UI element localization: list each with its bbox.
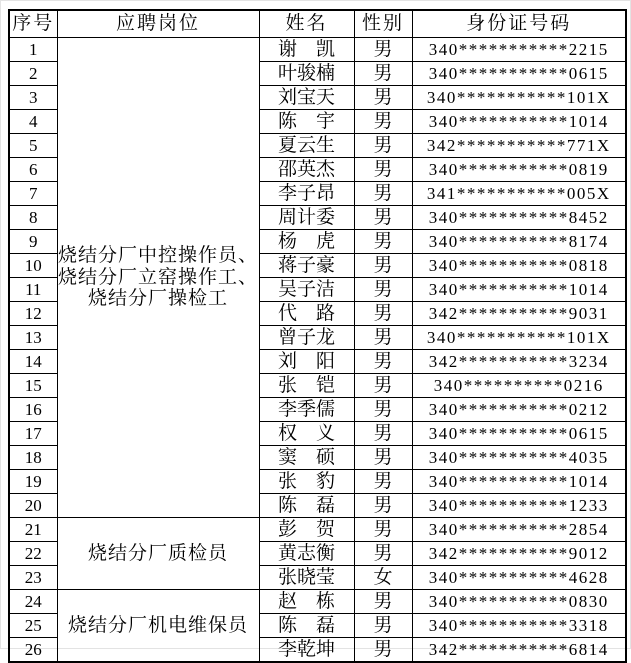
row-number-cell: 5 — [9, 134, 57, 158]
gender-cell: 男 — [354, 446, 412, 470]
id-number-cell: 340***********2854 — [412, 518, 626, 542]
name-cell: 张 铠 — [259, 374, 354, 398]
gender-cell: 男 — [354, 110, 412, 134]
name-cell: 蒋子豪 — [259, 254, 354, 278]
gender-cell: 男 — [354, 614, 412, 638]
header-serial-number: 序号 — [9, 10, 57, 38]
gender-cell: 男 — [354, 278, 412, 302]
row-number-cell: 7 — [9, 182, 57, 206]
name-cell: 杨 虎 — [259, 230, 354, 254]
gender-cell: 男 — [354, 158, 412, 182]
table-row — [9, 518, 626, 542]
gender-cell: 男 — [354, 134, 412, 158]
row-number-cell: 26 — [9, 638, 57, 663]
gender-cell: 男 — [354, 326, 412, 350]
id-number-cell: 341***********005X — [412, 182, 626, 206]
header-name: 姓名 — [259, 10, 354, 38]
name-cell: 李子昂 — [259, 182, 354, 206]
gender-cell: 男 — [354, 230, 412, 254]
row-number-cell: 4 — [9, 110, 57, 134]
id-number-cell: 340**********0216 — [412, 374, 626, 398]
name-cell: 邵英杰 — [259, 158, 354, 182]
id-number-cell: 340***********3318 — [412, 614, 626, 638]
id-number-cell: 340***********101X — [412, 326, 626, 350]
id-number-cell: 342***********9031 — [412, 302, 626, 326]
name-cell: 权 义 — [259, 422, 354, 446]
gender-cell: 女 — [354, 566, 412, 590]
gender-cell: 男 — [354, 206, 412, 230]
id-number-cell: 340***********0819 — [412, 158, 626, 182]
row-number-cell: 22 — [9, 542, 57, 566]
row-number-cell: 11 — [9, 278, 57, 302]
header-position: 应聘岗位 — [57, 10, 259, 38]
gender-cell: 男 — [354, 518, 412, 542]
id-number-cell: 340***********8452 — [412, 206, 626, 230]
row-number-cell: 8 — [9, 206, 57, 230]
name-cell: 周计委 — [259, 206, 354, 230]
id-number-cell: 340***********1014 — [412, 470, 626, 494]
name-cell: 赵 栋 — [259, 590, 354, 614]
id-number-cell: 340***********1014 — [412, 278, 626, 302]
gender-cell: 男 — [354, 470, 412, 494]
gender-cell: 男 — [354, 398, 412, 422]
name-cell: 彭 贺 — [259, 518, 354, 542]
gender-cell: 男 — [354, 494, 412, 518]
id-number-cell: 340***********8174 — [412, 230, 626, 254]
id-number-cell: 340***********1233 — [412, 494, 626, 518]
id-number-cell: 340***********4628 — [412, 566, 626, 590]
row-number-cell: 10 — [9, 254, 57, 278]
name-cell: 李季儒 — [259, 398, 354, 422]
row-number-cell: 3 — [9, 86, 57, 110]
header-id-number: 身份证号码 — [412, 10, 626, 38]
name-cell: 刘 阳 — [259, 350, 354, 374]
name-cell: 张 豹 — [259, 470, 354, 494]
id-number-cell: 342***********771X — [412, 134, 626, 158]
id-number-cell: 340***********0615 — [412, 422, 626, 446]
row-number-cell: 14 — [9, 350, 57, 374]
row-number-cell: 2 — [9, 62, 57, 86]
id-number-cell: 342***********6814 — [412, 638, 626, 663]
gender-cell: 男 — [354, 38, 412, 62]
gender-cell: 男 — [354, 350, 412, 374]
row-number-cell: 25 — [9, 614, 57, 638]
id-number-cell: 342***********9012 — [412, 542, 626, 566]
row-number-cell: 23 — [9, 566, 57, 590]
table-row — [9, 38, 626, 62]
id-number-cell: 340***********0818 — [412, 254, 626, 278]
name-cell: 李乾坤 — [259, 638, 354, 663]
name-cell: 代 路 — [259, 302, 354, 326]
gender-cell: 男 — [354, 62, 412, 86]
id-number-cell: 340***********4035 — [412, 446, 626, 470]
row-number-cell: 1 — [9, 38, 57, 62]
id-number-cell: 340***********0212 — [412, 398, 626, 422]
name-cell: 曾子龙 — [259, 326, 354, 350]
table-row — [9, 590, 626, 614]
name-cell: 谢 凯 — [259, 38, 354, 62]
name-cell: 张晓莹 — [259, 566, 354, 590]
position-cell: 烧结分厂中控操作员、烧结分厂立窑操作工、烧结分厂操检工 — [57, 38, 259, 518]
row-number-cell: 16 — [9, 398, 57, 422]
name-cell: 陈 宇 — [259, 110, 354, 134]
gender-cell: 男 — [354, 590, 412, 614]
row-number-cell: 19 — [9, 470, 57, 494]
name-cell: 夏云生 — [259, 134, 354, 158]
name-cell: 黄志衡 — [259, 542, 354, 566]
id-number-cell: 340***********0830 — [412, 590, 626, 614]
gender-cell: 男 — [354, 542, 412, 566]
row-number-cell: 6 — [9, 158, 57, 182]
position-cell: 烧结分厂机电维保员 — [57, 590, 259, 663]
id-number-cell: 342***********3234 — [412, 350, 626, 374]
gender-cell: 男 — [354, 254, 412, 278]
name-cell: 叶骏楠 — [259, 62, 354, 86]
row-number-cell: 18 — [9, 446, 57, 470]
name-cell: 陈 磊 — [259, 494, 354, 518]
header-row — [9, 10, 626, 38]
name-cell: 刘宝天 — [259, 86, 354, 110]
row-number-cell: 15 — [9, 374, 57, 398]
name-cell: 窦 硕 — [259, 446, 354, 470]
gender-cell: 男 — [354, 422, 412, 446]
gender-cell: 男 — [354, 302, 412, 326]
header-gender: 性别 — [354, 10, 412, 38]
row-number-cell: 9 — [9, 230, 57, 254]
id-number-cell: 340***********2215 — [412, 38, 626, 62]
position-cell: 烧结分厂质检员 — [57, 518, 259, 590]
name-cell: 吴子洁 — [259, 278, 354, 302]
gender-cell: 男 — [354, 182, 412, 206]
row-number-cell: 21 — [9, 518, 57, 542]
applicants-table — [8, 9, 627, 663]
row-number-cell: 17 — [9, 422, 57, 446]
name-cell: 陈 磊 — [259, 614, 354, 638]
gender-cell: 男 — [354, 374, 412, 398]
gender-cell: 男 — [354, 638, 412, 663]
row-number-cell: 12 — [9, 302, 57, 326]
row-number-cell: 24 — [9, 590, 57, 614]
id-number-cell: 340***********101X — [412, 86, 626, 110]
id-number-cell: 340***********0615 — [412, 62, 626, 86]
gender-cell: 男 — [354, 86, 412, 110]
id-number-cell: 340***********1014 — [412, 110, 626, 134]
row-number-cell: 13 — [9, 326, 57, 350]
row-number-cell: 20 — [9, 494, 57, 518]
